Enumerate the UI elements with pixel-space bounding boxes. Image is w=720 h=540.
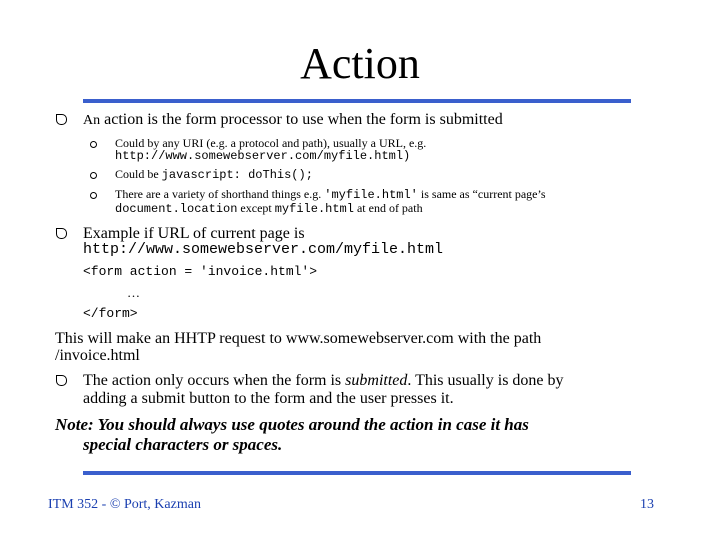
shorthand-code3: myfile.html xyxy=(274,202,354,216)
square-bullet-icon xyxy=(56,375,67,386)
note-line2: special characters or spaces. xyxy=(83,435,283,454)
sub-item-uri-line2: http://www.somewebserver.com/myfile.html) xyxy=(115,149,411,163)
note-text xyxy=(55,415,695,455)
http-request-paragraph xyxy=(55,329,695,365)
example-url: http://www.somewebserver.com/myfile.html xyxy=(83,241,444,258)
submit-em: submitted xyxy=(345,372,408,389)
slide-title: Action xyxy=(300,39,420,88)
paragraph-line1: This will make an HHTP request to www.somewebserver.com with the path xyxy=(55,330,542,347)
sub-item-shorthand xyxy=(115,188,695,216)
circle-bullet-icon xyxy=(90,141,97,148)
sub-item-javascript-text: Could be xyxy=(115,167,162,181)
square-bullet-icon xyxy=(56,228,67,239)
circle-bullet-icon xyxy=(90,172,97,179)
shorthand-code2: document.location xyxy=(115,202,238,216)
sub-item-javascript-code: javascript: doThis(); xyxy=(161,168,313,182)
submit-post: . This usually is done by xyxy=(407,372,564,389)
code-form-open: <form action = 'invoice.html'> xyxy=(83,264,318,279)
code-ellipsis: … xyxy=(127,285,140,300)
bullet-submit-info xyxy=(83,371,683,408)
sub-item-uri xyxy=(115,137,675,163)
sub-item-javascript xyxy=(115,168,675,182)
shorthand-pre: There are a variety of shorthand things e.g. xyxy=(115,187,325,201)
paragraph-line2: /invoice.html xyxy=(55,347,140,364)
square-bullet-icon xyxy=(56,114,67,125)
code-form-close: </form> xyxy=(83,306,138,321)
sub-item-uri-line1: Could by any URI (e.g. a protocol and path), usually a URL, e.g. xyxy=(115,136,427,150)
bottom-divider xyxy=(83,471,631,475)
submit-pre: The action only occurs when the form is xyxy=(83,372,346,389)
submit-line2: adding a submit button to the form and the user presses it. xyxy=(83,390,454,407)
bullet-prefix: An xyxy=(83,113,101,128)
page-number: 13 xyxy=(640,497,654,512)
footer-credit: ITM 352 - © Port, Kazman xyxy=(48,497,201,512)
bullet-example-heading: Example if URL of current page is xyxy=(83,225,305,242)
circle-bullet-icon xyxy=(90,192,97,199)
shorthand-mid: is same as “current page’s xyxy=(417,187,546,201)
top-divider xyxy=(83,99,631,103)
shorthand-mid2: except xyxy=(237,201,275,215)
bullet-text: action is the form processor to use when the form is submitted xyxy=(100,111,503,128)
shorthand-code1: 'myfile.html' xyxy=(324,188,418,202)
shorthand-post: at end of path xyxy=(353,201,423,215)
bullet-action-definition xyxy=(83,110,683,130)
note-line1: Note: You should always use quotes around the action in case it has xyxy=(55,415,529,434)
